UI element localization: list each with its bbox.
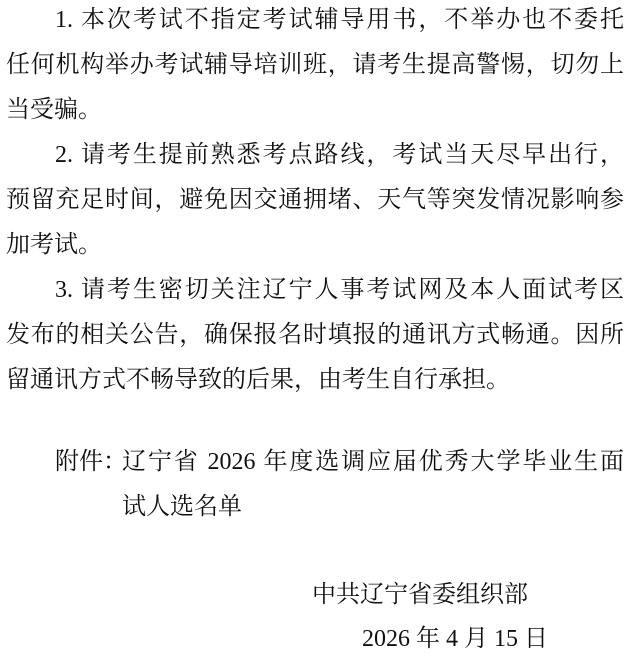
attachment-label: 附件： — [55, 449, 127, 475]
item-2-line-1: 2. 请考生提前熟悉考点路线，考试当天尽早出行， — [55, 142, 624, 168]
item-1-line-2: 任何机构举办考试辅导培训班，请考生提高警惕，切勿上 — [6, 52, 624, 78]
signature-org: 中共辽宁省委组织部 — [312, 582, 528, 608]
attachment-line-2: 试人选名单 — [122, 494, 242, 520]
item-1-line-1: 1. 本次考试不指定考试辅导用书，不举办也不委托 — [55, 7, 624, 33]
item-3-line-3: 留通讯方式不畅导致的后果，由考生自行承担。 — [6, 367, 510, 393]
attachment-line-1: 辽宁省 2026 年度选调应届优秀大学毕业生面 — [122, 449, 624, 475]
item-2-line-3: 加考试。 — [6, 232, 102, 258]
item-3-line-2: 发布的相关公告，确保报名时填报的通讯方式畅通。因所 — [6, 322, 624, 348]
item-1-line-3: 当受骗。 — [6, 97, 102, 123]
signature-date: 2026 年 4 月 15 日 — [362, 626, 548, 652]
item-3-line-1: 3. 请考生密切关注辽宁人事考试网及本人面试考区 — [55, 277, 624, 303]
item-2-line-2: 预留充足时间，避免因交通拥堵、天气等突发情况影响参 — [6, 187, 624, 213]
